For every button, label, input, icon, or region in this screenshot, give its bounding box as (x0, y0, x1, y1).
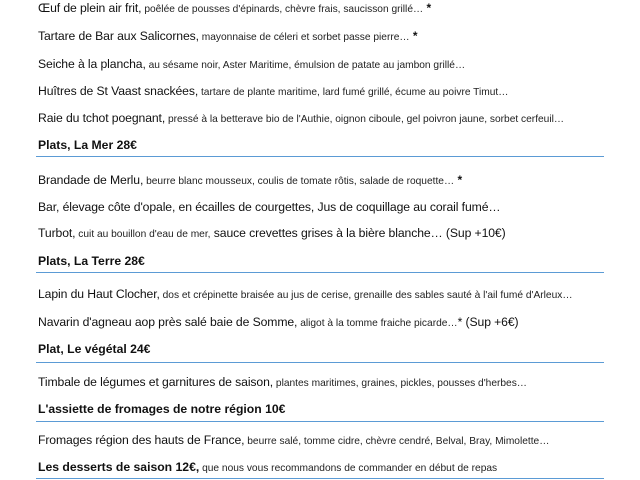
dish-description: poêlée de pousses d'épinards, chèvre frais, saucisson grillé… (141, 4, 424, 15)
dish-description: pressé à la betterave bio de l'Authie, oignon ciboule, gel poivron jaune, sorbet cerfeuil… (165, 114, 565, 125)
dish-lapin (38, 286, 620, 304)
dish-description: aligot à la tomme fraiche picarde… (297, 318, 458, 329)
dish-marker: * (409, 29, 418, 43)
dish-marker: * (Sup +6€) (457, 315, 519, 329)
dish-huitres (38, 83, 620, 101)
dish-description: beurre salé, tomme cidre, chèvre cendré, Belval, Bray, Mimolette… (244, 436, 550, 447)
desserts-title: Les desserts de saison 12€, (38, 460, 200, 474)
section-divider (36, 156, 604, 157)
dish-seiche (38, 56, 620, 74)
dish-description: cuit au bouillon d'eau de mer, (75, 229, 211, 240)
dish-description: dos et crépinette braisée au jus de cerise, grenaille des sables sauté à l'ail fumé d'Arleux… (159, 290, 573, 301)
dish-turbot (38, 225, 620, 243)
dish-marker: * (454, 173, 463, 187)
dish-name: Lapin du Haut Clocher, (38, 287, 160, 301)
dish-name: Fromages région des hauts de France, (38, 433, 245, 447)
dish-navarin (38, 314, 620, 332)
dish-description: plantes maritimes, graines, pickles, pousses d'herbes… (273, 378, 527, 389)
desserts-note: que nous vous recommandons de commander en début de repas (199, 463, 498, 474)
dish-name: Tartare de Bar aux Salicornes, (38, 29, 199, 43)
dish-brandade (38, 172, 620, 190)
section-divider (36, 421, 604, 422)
dish-name: Timbale de légumes et garnitures de saison, (38, 375, 274, 389)
dish-name: Brandade de Merlu, (38, 173, 144, 187)
dish-name: Bar, élevage côte d'opale, en écailles de courgettes, Jus de coquillage au corail fumé… (38, 200, 501, 214)
dish-tartare-bar (38, 28, 620, 46)
dish-description: tartare de plante maritime, lard fumé grillé, écume au poivre Timut… (198, 87, 509, 98)
section-divider (36, 362, 604, 363)
section-divider (36, 272, 604, 273)
dish-name: Seiche à la plancha, (38, 57, 146, 71)
dish-name: Œuf de plein air frit, (38, 1, 142, 15)
section-divider (36, 478, 604, 479)
dish-name: Huîtres de St Vaast snackées, (38, 84, 199, 98)
dish-description: mayonnaise de céleri et sorbet passe pierre… (198, 32, 410, 43)
dish-raie (38, 110, 620, 128)
dish-fromages (38, 432, 620, 450)
dish-oeuf (38, 0, 620, 18)
dish-name: Navarin d'agneau aop près salé baie de Somme, (38, 315, 298, 329)
dish-sauce: sauce crevettes grises à la bière blanche… (Sup +10€) (210, 226, 506, 240)
dish-description: au sésame noir, Aster Maritime, émulsion de patate au jambon grillé… (145, 60, 466, 71)
section-title-terre: Plats, La Terre 28€ (38, 254, 145, 268)
dish-name: Raie du tchot poegnant, (38, 111, 166, 125)
section-title-fromages: L'assiette de fromages de notre région 10€ (38, 402, 286, 416)
dish-bar (38, 199, 620, 215)
dish-description: beurre blanc mousseux, coulis de tomate rôtis, salade de roquette… (143, 176, 455, 187)
section-title-vegetal: Plat, Le végétal 24€ (38, 342, 151, 356)
dish-timbale (38, 374, 620, 392)
section-title-mer: Plats, La Mer 28€ (38, 138, 137, 152)
dish-marker: * (423, 1, 432, 15)
dish-name: Turbot, (38, 226, 76, 240)
section-title-desserts (38, 459, 620, 477)
